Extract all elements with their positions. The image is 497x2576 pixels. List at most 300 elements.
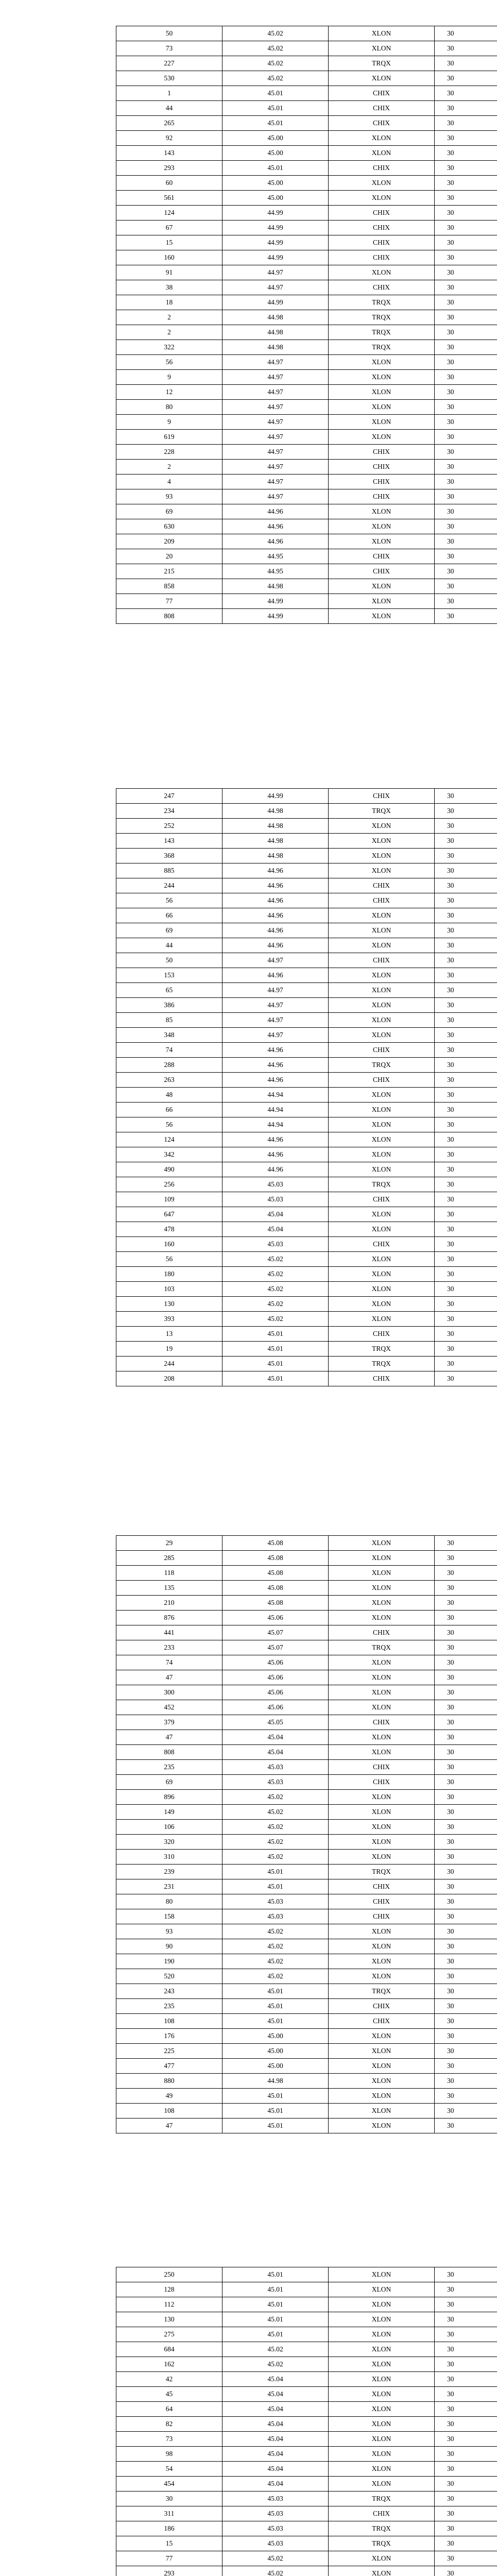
time-cell: 30: [435, 2387, 497, 2402]
venue-cell: CHIX: [329, 2014, 435, 2029]
volume-cell: 288: [116, 1058, 222, 1073]
volume-cell: 45: [116, 2387, 222, 2402]
venue-cell: XLON: [329, 176, 435, 191]
volume-cell: 143: [116, 146, 222, 161]
price-cell: 44.97: [222, 489, 329, 504]
time-cell: 30: [435, 370, 497, 385]
volume-cell: 2: [116, 310, 222, 325]
venue-cell: XLON: [329, 609, 435, 624]
venue-cell: XLON: [329, 519, 435, 534]
table-row: [116, 2551, 497, 2566]
table-row: [116, 609, 497, 624]
price-cell: 45.02: [222, 1820, 329, 1835]
volume-cell: 190: [116, 1954, 222, 1969]
table-row: [116, 265, 497, 280]
table-row: [116, 1043, 497, 1058]
price-cell: 44.98: [222, 849, 329, 863]
time-cell: 30: [435, 1327, 497, 1342]
time-cell: 30: [435, 71, 497, 86]
volume-cell: 235: [116, 1999, 222, 2014]
time-cell: 30: [435, 265, 497, 280]
price-cell: 45.06: [222, 1700, 329, 1715]
venue-cell: TRQX: [329, 1342, 435, 1357]
time-cell: 30: [435, 1282, 497, 1297]
time-cell: 30: [435, 1551, 497, 1566]
time-cell: 30: [435, 579, 497, 594]
table-row: [116, 1640, 497, 1655]
venue-cell: XLON: [329, 1267, 435, 1282]
price-cell: 44.98: [222, 340, 329, 355]
table-row: [116, 474, 497, 489]
venue-cell: XLON: [329, 968, 435, 983]
table-row: [116, 1207, 497, 1222]
table-row: [116, 594, 497, 609]
price-cell: 45.04: [222, 2447, 329, 2462]
table-row: [116, 878, 497, 893]
venue-cell: CHIX: [329, 1327, 435, 1342]
volume-cell: 19: [116, 1342, 222, 1357]
time-cell: 30: [435, 56, 497, 71]
venue-cell: CHIX: [329, 460, 435, 474]
time-cell: 30: [435, 1536, 497, 1551]
table-row: [116, 2014, 497, 2029]
price-cell: 44.97: [222, 400, 329, 415]
price-cell: 44.97: [222, 280, 329, 295]
volume-cell: 82: [116, 2417, 222, 2432]
venue-cell: CHIX: [329, 1715, 435, 1730]
table-row: [116, 355, 497, 370]
time-cell: 30: [435, 2119, 497, 2133]
volume-cell: 158: [116, 1909, 222, 1924]
venue-cell: XLON: [329, 504, 435, 519]
time-cell: 30: [435, 415, 497, 430]
time-cell: 30: [435, 534, 497, 549]
volume-cell: 153: [116, 968, 222, 983]
price-cell: 45.04: [222, 1730, 329, 1745]
table-row: [116, 1132, 497, 1147]
volume-cell: 684: [116, 2342, 222, 2357]
table-row: [116, 1177, 497, 1192]
volume-cell: 73: [116, 41, 222, 56]
volume-cell: 15: [116, 235, 222, 250]
price-cell: 44.97: [222, 953, 329, 968]
trades-table-1: [116, 26, 497, 624]
volume-cell: 80: [116, 400, 222, 415]
volume-cell: 896: [116, 1790, 222, 1805]
venue-cell: XLON: [329, 1730, 435, 1745]
price-cell: 44.99: [222, 789, 329, 804]
price-cell: 45.03: [222, 2492, 329, 2506]
price-cell: 45.04: [222, 2372, 329, 2387]
volume-cell: 208: [116, 1371, 222, 1386]
trades-table-body: [116, 26, 497, 624]
venue-cell: XLON: [329, 131, 435, 146]
time-cell: 30: [435, 26, 497, 41]
table-row: [116, 968, 497, 983]
time-cell: 30: [435, 1670, 497, 1685]
volume-cell: 808: [116, 1745, 222, 1760]
volume-cell: 180: [116, 1267, 222, 1282]
table-row: [116, 1596, 497, 1611]
venue-cell: XLON: [329, 1028, 435, 1043]
volume-cell: 285: [116, 1551, 222, 1566]
price-cell: 45.01: [222, 2297, 329, 2312]
time-cell: 30: [435, 191, 497, 206]
time-cell: 30: [435, 564, 497, 579]
volume-cell: 77: [116, 594, 222, 609]
time-cell: 30: [435, 1147, 497, 1162]
table-row: [116, 1954, 497, 1969]
table-row: [116, 176, 497, 191]
price-cell: 44.99: [222, 206, 329, 221]
venue-cell: CHIX: [329, 1073, 435, 1088]
volume-cell: 244: [116, 1357, 222, 1371]
venue-cell: TRQX: [329, 2521, 435, 2536]
volume-cell: 250: [116, 2267, 222, 2282]
price-cell: 45.07: [222, 1625, 329, 1640]
volume-cell: 18: [116, 295, 222, 310]
price-cell: 45.01: [222, 2267, 329, 2282]
time-cell: 30: [435, 1969, 497, 1984]
price-cell: 45.02: [222, 1790, 329, 1805]
price-cell: 45.03: [222, 2506, 329, 2521]
time-cell: 30: [435, 1596, 497, 1611]
time-cell: 30: [435, 1611, 497, 1625]
venue-cell: CHIX: [329, 221, 435, 235]
table-row: [116, 86, 497, 101]
volume-cell: 66: [116, 1103, 222, 1117]
volume-cell: 56: [116, 1252, 222, 1267]
time-cell: 30: [435, 1058, 497, 1073]
volume-cell: 60: [116, 176, 222, 191]
price-cell: 45.02: [222, 2357, 329, 2372]
venue-cell: XLON: [329, 834, 435, 849]
price-cell: 45.02: [222, 2342, 329, 2357]
volume-cell: 233: [116, 1640, 222, 1655]
table-row: [116, 1192, 497, 1207]
volume-cell: 247: [116, 789, 222, 804]
volume-cell: 13: [116, 1327, 222, 1342]
volume-cell: 1: [116, 86, 222, 101]
table-row: [116, 2297, 497, 2312]
price-cell: 45.06: [222, 1685, 329, 1700]
venue-cell: XLON: [329, 1581, 435, 1596]
time-cell: 30: [435, 295, 497, 310]
price-cell: 44.96: [222, 504, 329, 519]
table-row: [116, 250, 497, 265]
price-cell: 45.02: [222, 2566, 329, 2576]
venue-cell: XLON: [329, 2387, 435, 2402]
table-row: [116, 1013, 497, 1028]
table-row: [116, 953, 497, 968]
volume-cell: 252: [116, 819, 222, 834]
price-cell: 44.96: [222, 1073, 329, 1088]
venue-cell: XLON: [329, 983, 435, 998]
volume-cell: 93: [116, 1924, 222, 1939]
table-row: [116, 146, 497, 161]
time-cell: 30: [435, 1073, 497, 1088]
price-cell: 44.96: [222, 534, 329, 549]
venue-cell: XLON: [329, 1312, 435, 1327]
venue-cell: XLON: [329, 2357, 435, 2372]
trades-table-2: [116, 788, 497, 1386]
price-cell: 44.96: [222, 908, 329, 923]
venue-cell: XLON: [329, 1088, 435, 1103]
venue-cell: XLON: [329, 71, 435, 86]
volume-cell: 149: [116, 1805, 222, 1820]
time-cell: 30: [435, 1835, 497, 1850]
volume-cell: 124: [116, 206, 222, 221]
volume-cell: 9: [116, 415, 222, 430]
price-cell: 44.98: [222, 2074, 329, 2089]
price-cell: 45.01: [222, 2014, 329, 2029]
venue-cell: XLON: [329, 2551, 435, 2566]
table-row: [116, 2312, 497, 2327]
volume-cell: 135: [116, 1581, 222, 1596]
venue-cell: XLON: [329, 819, 435, 834]
volume-cell: 293: [116, 161, 222, 176]
venue-cell: XLON: [329, 2044, 435, 2059]
volume-cell: 85: [116, 1013, 222, 1028]
table-row: [116, 519, 497, 534]
venue-cell: XLON: [329, 1596, 435, 1611]
time-cell: 30: [435, 2282, 497, 2297]
table-row: [116, 834, 497, 849]
price-cell: 45.04: [222, 2402, 329, 2417]
venue-cell: XLON: [329, 1939, 435, 1954]
table-row: [116, 1088, 497, 1103]
volume-cell: 69: [116, 504, 222, 519]
time-cell: 30: [435, 1162, 497, 1177]
venue-cell: TRQX: [329, 56, 435, 71]
table-row: [116, 26, 497, 41]
venue-cell: XLON: [329, 1835, 435, 1850]
price-cell: 44.99: [222, 295, 329, 310]
time-cell: 30: [435, 1775, 497, 1790]
volume-cell: 64: [116, 2402, 222, 2417]
price-cell: 44.98: [222, 325, 329, 340]
volume-cell: 235: [116, 1760, 222, 1775]
table-row: [116, 2417, 497, 2432]
volume-cell: 561: [116, 191, 222, 206]
volume-cell: 320: [116, 1835, 222, 1850]
table-row: [116, 1357, 497, 1371]
price-cell: 45.00: [222, 176, 329, 191]
time-cell: 30: [435, 789, 497, 804]
venue-cell: XLON: [329, 2327, 435, 2342]
table-row: [116, 2074, 497, 2089]
time-cell: 30: [435, 863, 497, 878]
venue-cell: XLON: [329, 2282, 435, 2297]
price-cell: 44.98: [222, 804, 329, 819]
trades-table-body: [116, 1536, 497, 2133]
time-cell: 30: [435, 549, 497, 564]
price-cell: 45.02: [222, 41, 329, 56]
price-cell: 44.96: [222, 968, 329, 983]
price-cell: 44.97: [222, 445, 329, 460]
price-cell: 44.96: [222, 1058, 329, 1073]
time-cell: 30: [435, 1103, 497, 1117]
table-row: [116, 2447, 497, 2462]
time-cell: 30: [435, 355, 497, 370]
price-cell: 45.02: [222, 1835, 329, 1850]
venue-cell: XLON: [329, 1820, 435, 1835]
venue-cell: XLON: [329, 370, 435, 385]
time-cell: 30: [435, 1879, 497, 1894]
time-cell: 30: [435, 2074, 497, 2089]
price-cell: 45.06: [222, 1611, 329, 1625]
venue-cell: CHIX: [329, 1909, 435, 1924]
volume-cell: 48: [116, 1088, 222, 1103]
venue-cell: XLON: [329, 2119, 435, 2133]
price-cell: 45.01: [222, 2282, 329, 2297]
time-cell: 30: [435, 953, 497, 968]
venue-cell: XLON: [329, 1655, 435, 1670]
time-cell: 30: [435, 1028, 497, 1043]
price-cell: 45.04: [222, 1207, 329, 1222]
time-cell: 30: [435, 1625, 497, 1640]
volume-cell: 38: [116, 280, 222, 295]
price-cell: 44.97: [222, 460, 329, 474]
table-row: [116, 2342, 497, 2357]
venue-cell: XLON: [329, 534, 435, 549]
price-cell: 45.04: [222, 2432, 329, 2447]
table-row: [116, 579, 497, 594]
price-cell: 45.04: [222, 2462, 329, 2477]
table-row: [116, 370, 497, 385]
venue-cell: XLON: [329, 1566, 435, 1581]
price-cell: 45.03: [222, 1775, 329, 1790]
venue-cell: CHIX: [329, 1043, 435, 1058]
time-cell: 30: [435, 1790, 497, 1805]
venue-cell: XLON: [329, 1147, 435, 1162]
price-cell: 45.08: [222, 1551, 329, 1566]
volume-cell: 311: [116, 2506, 222, 2521]
time-cell: 30: [435, 804, 497, 819]
volume-cell: 77: [116, 2551, 222, 2566]
table-row: [116, 2492, 497, 2506]
price-cell: 44.99: [222, 609, 329, 624]
table-row: [116, 849, 497, 863]
time-cell: 30: [435, 594, 497, 609]
price-cell: 45.01: [222, 2089, 329, 2104]
volume-cell: 234: [116, 804, 222, 819]
venue-cell: XLON: [329, 1805, 435, 1820]
venue-cell: XLON: [329, 2104, 435, 2119]
table-row: [116, 1984, 497, 1999]
table-row: [116, 998, 497, 1013]
price-cell: 44.96: [222, 519, 329, 534]
table-row: [116, 71, 497, 86]
price-cell: 44.94: [222, 1103, 329, 1117]
time-cell: 30: [435, 250, 497, 265]
volume-cell: 368: [116, 849, 222, 863]
venue-cell: TRQX: [329, 1984, 435, 1999]
venue-cell: CHIX: [329, 1775, 435, 1790]
table-row: [116, 235, 497, 250]
volume-cell: 322: [116, 340, 222, 355]
table-row: [116, 2477, 497, 2492]
table-row: [116, 1371, 497, 1386]
table-row: [116, 1730, 497, 1745]
price-cell: 44.95: [222, 549, 329, 564]
volume-cell: 244: [116, 878, 222, 893]
time-cell: 30: [435, 908, 497, 923]
price-cell: 45.01: [222, 101, 329, 116]
table-row: [116, 310, 497, 325]
volume-cell: 4: [116, 474, 222, 489]
venue-cell: XLON: [329, 1132, 435, 1147]
volume-cell: 2: [116, 325, 222, 340]
price-cell: 44.96: [222, 923, 329, 938]
table-row: [116, 191, 497, 206]
time-cell: 30: [435, 1685, 497, 1700]
price-cell: 45.01: [222, 2104, 329, 2119]
time-cell: 30: [435, 2014, 497, 2029]
venue-cell: XLON: [329, 579, 435, 594]
venue-cell: XLON: [329, 2297, 435, 2312]
venue-cell: CHIX: [329, 235, 435, 250]
table-row: [116, 1342, 497, 1357]
venue-cell: XLON: [329, 863, 435, 878]
venue-cell: CHIX: [329, 280, 435, 295]
time-cell: 30: [435, 430, 497, 445]
price-cell: 45.03: [222, 1177, 329, 1192]
volume-cell: 386: [116, 998, 222, 1013]
venue-cell: XLON: [329, 849, 435, 863]
time-cell: 30: [435, 1043, 497, 1058]
venue-cell: CHIX: [329, 250, 435, 265]
time-cell: 30: [435, 1745, 497, 1760]
venue-cell: XLON: [329, 1103, 435, 1117]
venue-cell: XLON: [329, 2566, 435, 2576]
time-cell: 30: [435, 2044, 497, 2059]
volume-cell: 50: [116, 26, 222, 41]
price-cell: 45.01: [222, 1879, 329, 1894]
time-cell: 30: [435, 1820, 497, 1835]
volume-cell: 477: [116, 2059, 222, 2074]
venue-cell: TRQX: [329, 310, 435, 325]
venue-cell: TRQX: [329, 295, 435, 310]
table-row: [116, 1790, 497, 1805]
time-cell: 30: [435, 609, 497, 624]
price-cell: 44.99: [222, 594, 329, 609]
time-cell: 30: [435, 504, 497, 519]
table-row: [116, 1282, 497, 1297]
price-cell: 44.98: [222, 819, 329, 834]
time-cell: 30: [435, 1999, 497, 2014]
table-row: [116, 2521, 497, 2536]
table-row: [116, 1162, 497, 1177]
table-row: [116, 1297, 497, 1312]
table-row: [116, 2267, 497, 2282]
venue-cell: XLON: [329, 191, 435, 206]
table-row: [116, 2119, 497, 2133]
volume-cell: 47: [116, 1670, 222, 1685]
price-cell: 45.07: [222, 1640, 329, 1655]
table-row: [116, 1879, 497, 1894]
venue-cell: XLON: [329, 2447, 435, 2462]
venue-cell: CHIX: [329, 1760, 435, 1775]
volume-cell: 876: [116, 1611, 222, 1625]
price-cell: 45.02: [222, 1252, 329, 1267]
volume-cell: 69: [116, 1775, 222, 1790]
volume-cell: 647: [116, 1207, 222, 1222]
time-cell: 30: [435, 1954, 497, 1969]
table-row: [116, 1222, 497, 1237]
price-cell: 45.03: [222, 2536, 329, 2551]
table-row: [116, 2432, 497, 2447]
